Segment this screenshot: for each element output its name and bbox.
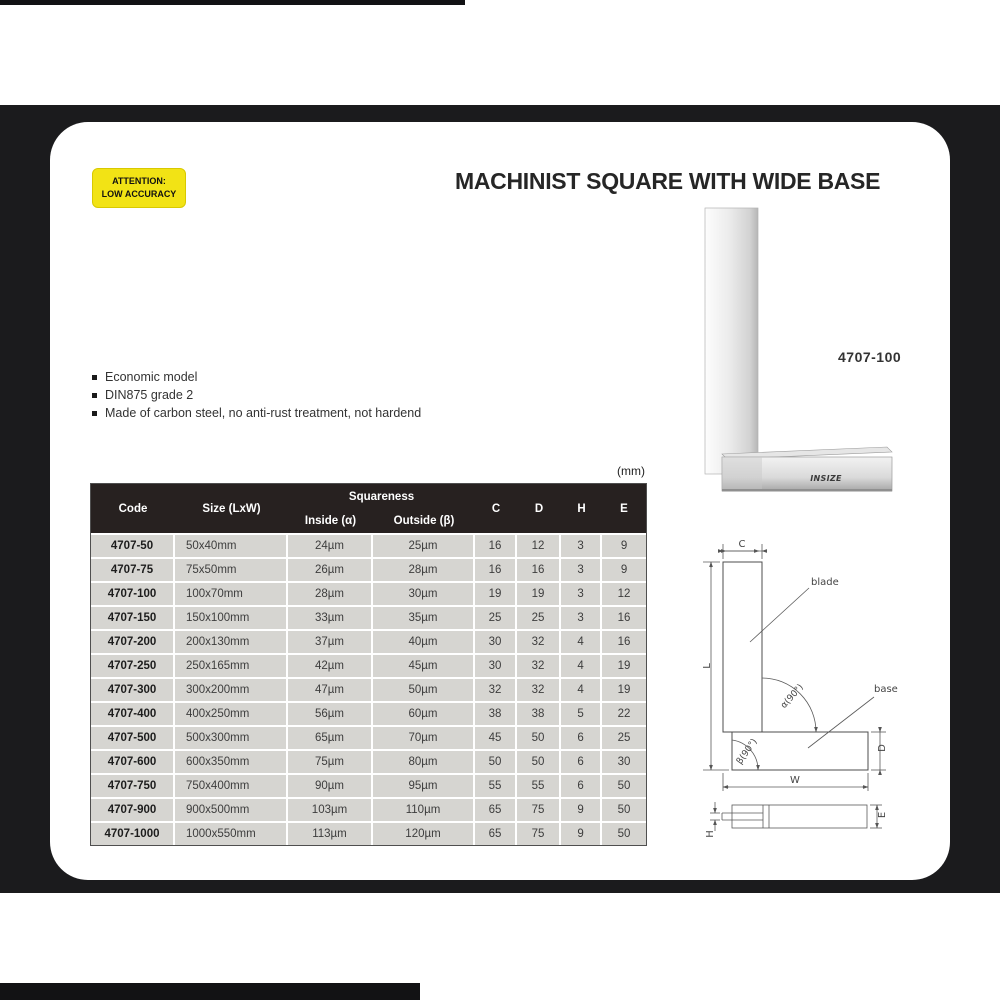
cell-size: 500x300mm — [175, 727, 288, 751]
cell-e: 50 — [602, 823, 646, 845]
feature-item — [92, 371, 512, 384]
cell-outside: 35µm — [373, 607, 475, 631]
dim-label-c: C — [738, 539, 746, 550]
base-shape — [722, 447, 892, 492]
cell-code: 4707-600 — [91, 751, 175, 775]
cell-size: 400x250mm — [175, 703, 288, 727]
cell-inside: 65µm — [288, 727, 373, 751]
cell-inside: 113µm — [288, 823, 373, 845]
dim-label-h: H — [705, 830, 716, 838]
cell-inside: 37µm — [288, 631, 373, 655]
cell-e: 25 — [602, 727, 646, 751]
attention-line1: ATTENTION: — [112, 176, 166, 186]
cell-outside: 120µm — [373, 823, 475, 845]
cell-size: 50x40mm — [175, 533, 288, 559]
cell-d: 12 — [517, 533, 561, 559]
cell-h: 3 — [561, 607, 602, 631]
cell-h: 4 — [561, 679, 602, 703]
cell-d: 32 — [517, 679, 561, 703]
cell-outside: 40µm — [373, 631, 475, 655]
cell-e: 22 — [602, 703, 646, 727]
cell-code: 4707-75 — [91, 559, 175, 583]
cell-c: 16 — [475, 533, 517, 559]
cell-e: 50 — [602, 799, 646, 823]
brand-logo: INSIZE — [810, 474, 842, 483]
cell-e: 9 — [602, 559, 646, 583]
model-number: 4707-100 — [838, 349, 902, 365]
cell-e: 9 — [602, 533, 646, 559]
cell-c: 25 — [475, 607, 517, 631]
cell-e: 30 — [602, 751, 646, 775]
cell-code: 4707-100 — [91, 583, 175, 607]
cell-d: 38 — [517, 703, 561, 727]
cell-code: 4707-400 — [91, 703, 175, 727]
cell-e: 16 — [602, 607, 646, 631]
cell-outside: 80µm — [373, 751, 475, 775]
feature-list — [92, 371, 512, 425]
cell-h: 6 — [561, 727, 602, 751]
cell-code: 4707-250 — [91, 655, 175, 679]
feature-text: Made of carbon steel, no anti-rust treatment, not hardend — [105, 406, 422, 420]
cell-size: 900x500mm — [175, 799, 288, 823]
feature-item — [92, 407, 512, 420]
cell-h: 6 — [561, 775, 602, 799]
cell-h: 3 — [561, 533, 602, 559]
cell-c: 55 — [475, 775, 517, 799]
cell-h: 9 — [561, 799, 602, 823]
cell-e: 16 — [602, 631, 646, 655]
table-row — [91, 533, 646, 559]
tech-diagram — [690, 530, 940, 860]
cell-size: 300x200mm — [175, 679, 288, 703]
cell-h: 6 — [561, 751, 602, 775]
cell-inside: 33µm — [288, 607, 373, 631]
cell-d: 55 — [517, 775, 561, 799]
cell-c: 30 — [475, 655, 517, 679]
cell-d: 32 — [517, 631, 561, 655]
cell-c: 30 — [475, 631, 517, 655]
cell-outside: 30µm — [373, 583, 475, 607]
cell-inside: 56µm — [288, 703, 373, 727]
cell-size: 100x70mm — [175, 583, 288, 607]
table-row — [91, 631, 646, 655]
cell-c: 65 — [475, 799, 517, 823]
page-background-frame — [0, 105, 1000, 893]
spec-table-wrap — [90, 483, 645, 846]
cell-inside: 75µm — [288, 751, 373, 775]
cell-d: 75 — [517, 823, 561, 845]
blade-shape — [705, 208, 758, 474]
table-row — [91, 703, 646, 727]
diagram-blade-outline — [723, 562, 762, 732]
cell-inside: 42µm — [288, 655, 373, 679]
bullet-square-icon — [92, 375, 97, 380]
cell-outside: 45µm — [373, 655, 475, 679]
table-row — [91, 727, 646, 751]
cell-outside: 50µm — [373, 679, 475, 703]
cell-d: 19 — [517, 583, 561, 607]
table-row — [91, 775, 646, 799]
cell-h: 3 — [561, 559, 602, 583]
cell-e: 50 — [602, 775, 646, 799]
col-header-h: H — [561, 484, 602, 533]
col-header-code: Code — [91, 484, 175, 533]
attention-badge — [92, 168, 186, 208]
table-row — [91, 799, 646, 823]
cell-code: 4707-500 — [91, 727, 175, 751]
cell-inside: 24µm — [288, 533, 373, 559]
cell-code: 4707-300 — [91, 679, 175, 703]
cell-e: 19 — [602, 655, 646, 679]
cell-c: 16 — [475, 559, 517, 583]
feature-text: Economic model — [105, 370, 198, 384]
dim-label-l: L — [702, 663, 713, 669]
dim-label-d: D — [877, 744, 888, 752]
bullet-square-icon — [92, 411, 97, 416]
cell-h: 4 — [561, 655, 602, 679]
table-row — [91, 559, 646, 583]
table-row — [91, 655, 646, 679]
cell-size: 750x400mm — [175, 775, 288, 799]
cell-inside: 90µm — [288, 775, 373, 799]
cell-c: 65 — [475, 823, 517, 845]
cell-e: 12 — [602, 583, 646, 607]
table-row — [91, 751, 646, 775]
cell-c: 38 — [475, 703, 517, 727]
dim-label-w: W — [790, 775, 800, 786]
cell-h: 4 — [561, 631, 602, 655]
col-header-outside: Outside (β) — [373, 509, 475, 533]
col-header-size: Size (LxW) — [175, 484, 288, 533]
cell-d: 50 — [517, 727, 561, 751]
cell-outside: 28µm — [373, 559, 475, 583]
table-row — [91, 583, 646, 607]
angle-label-alpha: α(90°) — [779, 682, 806, 711]
cell-size: 250x165mm — [175, 655, 288, 679]
cell-code: 4707-150 — [91, 607, 175, 631]
spec-table — [90, 483, 647, 846]
catalog-card — [50, 122, 950, 880]
feature-text: DIN875 grade 2 — [105, 388, 194, 402]
cell-size: 75x50mm — [175, 559, 288, 583]
cell-d: 75 — [517, 799, 561, 823]
cell-inside: 103µm — [288, 799, 373, 823]
cell-c: 45 — [475, 727, 517, 751]
cell-outside: 70µm — [373, 727, 475, 751]
cell-size: 200x130mm — [175, 631, 288, 655]
attention-line2: LOW ACCURACY — [101, 189, 177, 199]
table-row — [91, 607, 646, 631]
cell-outside: 95µm — [373, 775, 475, 799]
letterbox-bottom-bar — [0, 983, 420, 1000]
part-label-base: base — [874, 684, 898, 695]
cell-d: 32 — [517, 655, 561, 679]
cell-h: 9 — [561, 823, 602, 845]
col-header-c: C — [475, 484, 517, 533]
cell-size: 150x100mm — [175, 607, 288, 631]
cell-d: 50 — [517, 751, 561, 775]
col-header-inside: Inside (α) — [288, 509, 373, 533]
cell-d: 25 — [517, 607, 561, 631]
cell-c: 50 — [475, 751, 517, 775]
cell-outside: 110µm — [373, 799, 475, 823]
col-header-d: D — [517, 484, 561, 533]
cell-inside: 28µm — [288, 583, 373, 607]
cell-e: 19 — [602, 679, 646, 703]
angle-label-beta: β(90°) — [735, 737, 760, 767]
cell-h: 5 — [561, 703, 602, 727]
feature-item — [92, 389, 512, 402]
letterbox-top-bar — [0, 0, 465, 5]
cell-code: 4707-50 — [91, 533, 175, 559]
cell-code: 4707-1000 — [91, 823, 175, 845]
cell-size: 1000x550mm — [175, 823, 288, 845]
col-header-e: E — [602, 484, 646, 533]
cell-h: 3 — [561, 583, 602, 607]
col-header-squareness: Squareness — [288, 484, 475, 509]
cell-code: 4707-750 — [91, 775, 175, 799]
cell-outside: 25µm — [373, 533, 475, 559]
cell-code: 4707-900 — [91, 799, 175, 823]
page-title: MACHINIST SQUARE WITH WIDE BASE — [455, 168, 881, 194]
cell-c: 19 — [475, 583, 517, 607]
cell-inside: 47µm — [288, 679, 373, 703]
cell-c: 32 — [475, 679, 517, 703]
table-row — [91, 823, 646, 845]
part-label-blade: blade — [811, 577, 839, 588]
cell-inside: 26µm — [288, 559, 373, 583]
cell-size: 600x350mm — [175, 751, 288, 775]
cell-d: 16 — [517, 559, 561, 583]
table-row — [91, 679, 646, 703]
cell-outside: 60µm — [373, 703, 475, 727]
bullet-square-icon — [92, 393, 97, 398]
spec-table-body — [91, 533, 646, 845]
dim-label-e: E — [877, 811, 888, 819]
unit-label: (mm) — [617, 464, 645, 478]
cell-code: 4707-200 — [91, 631, 175, 655]
